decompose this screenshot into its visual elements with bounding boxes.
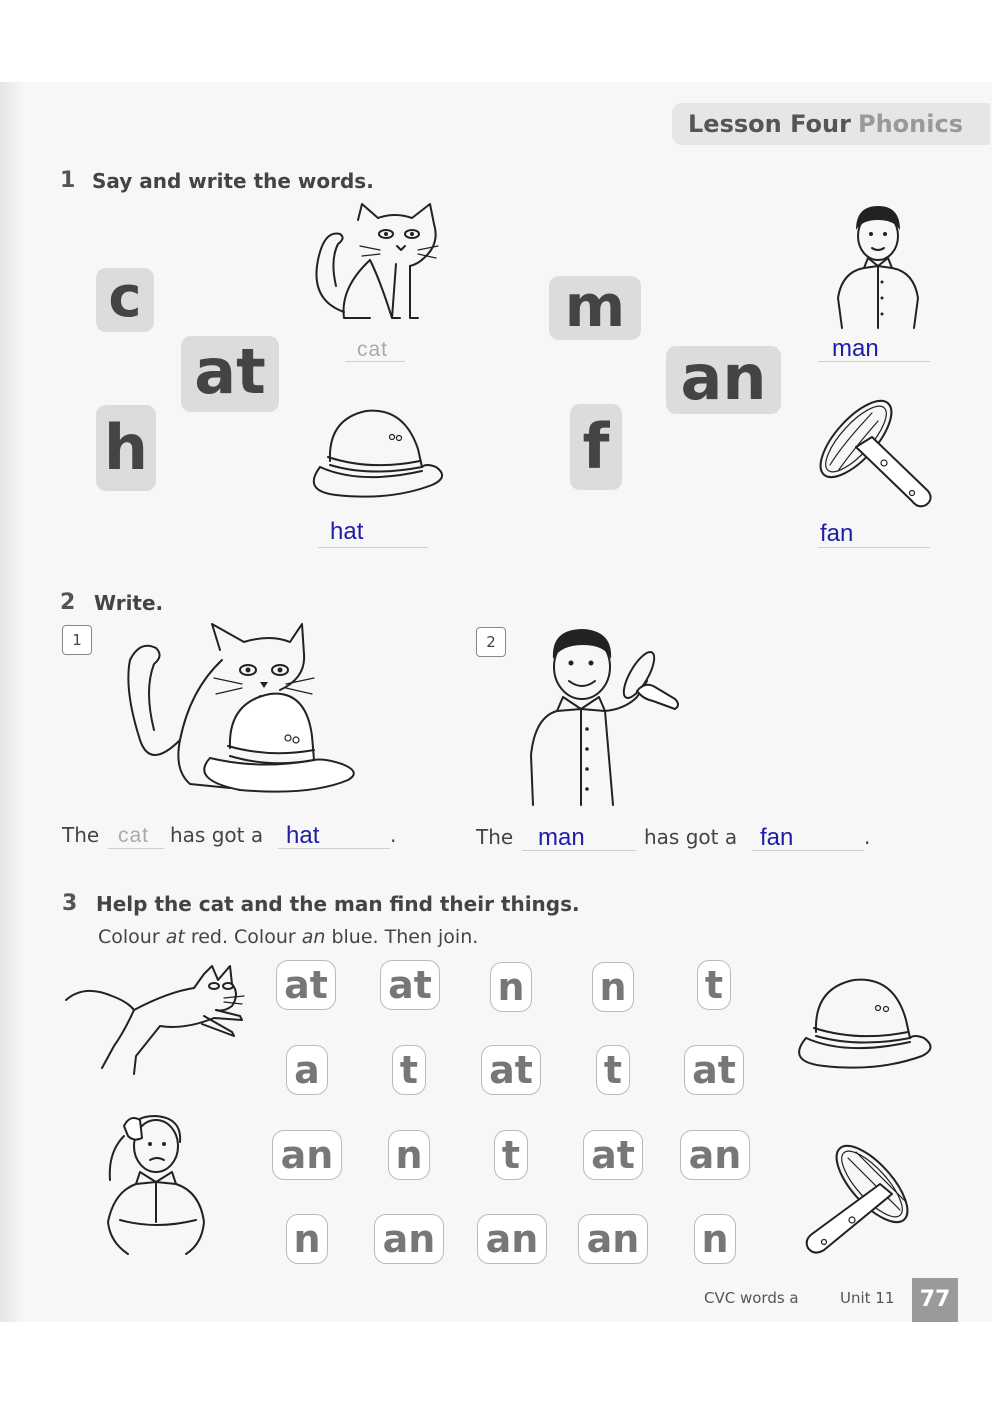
maze-tile-r4c4[interactable]: an — [578, 1214, 648, 1264]
cat-answer-example: cat — [357, 338, 389, 361]
maze-tile-r4c1[interactable]: n — [286, 1214, 328, 1264]
item-number-box-2: 2 — [476, 627, 506, 657]
sentence1-object-answer: hat — [286, 822, 320, 849]
page-spine-shadow — [0, 82, 24, 1322]
sentence2-has-got: has got a — [644, 825, 738, 849]
maze-tile-r2c4[interactable]: t — [596, 1045, 630, 1095]
maze-tile-r1c3[interactable]: n — [490, 962, 532, 1012]
sentence1-end: . — [390, 823, 397, 847]
fan-target-picture — [800, 1140, 925, 1260]
sentence2-subject-answer: man — [538, 824, 585, 851]
thinking-man-picture — [100, 1112, 210, 1262]
sentence1-subject-line — [108, 848, 164, 849]
sentence2-object-answer: fan — [760, 824, 794, 851]
fan-answer: fan — [820, 520, 854, 547]
maze-tile-r3c1[interactable]: an — [272, 1130, 342, 1180]
sentence1-subject-answer: cat — [118, 824, 150, 847]
man-with-fan-picture — [525, 625, 695, 810]
sentence2-end: . — [864, 825, 871, 849]
exercise3-sub-instruction: Colour at red. Colour an blue. Then join. — [98, 926, 479, 948]
letter-tile-c: c — [96, 268, 154, 332]
maze-tile-r1c2[interactable]: at — [380, 960, 440, 1010]
exercise2-number: 2 — [60, 590, 76, 615]
jumping-cat-picture — [64, 962, 259, 1077]
exercise1-instruction: Say and write the words. — [92, 169, 374, 193]
lesson-title: Lesson Four — [688, 110, 851, 138]
hat-answer: hat — [330, 518, 364, 545]
maze-tile-r1c5[interactable]: t — [697, 960, 731, 1010]
cat-with-hat-picture — [110, 620, 360, 800]
letter-tile-h: h — [96, 405, 156, 491]
maze-tile-r4c5[interactable]: n — [694, 1214, 736, 1264]
man-picture — [828, 202, 928, 332]
maze-tile-r3c4[interactable]: at — [583, 1130, 643, 1180]
maze-tile-r2c1[interactable]: a — [286, 1045, 328, 1095]
maze-tile-r2c2[interactable]: t — [392, 1045, 426, 1095]
sentence1-has-got: has got a — [170, 823, 264, 847]
maze-tile-r3c2[interactable]: n — [388, 1130, 430, 1180]
page-number: 77 — [912, 1278, 958, 1322]
letter-tile-an: an — [666, 346, 781, 414]
cat-picture — [300, 200, 450, 330]
letter-tile-m: m — [549, 276, 641, 340]
maze-tile-r3c3[interactable]: t — [494, 1130, 528, 1180]
exercise3-instruction: Help the cat and the man find their things. — [96, 892, 580, 916]
lesson-subject: Phonics — [858, 110, 963, 138]
maze-tile-r1c4[interactable]: n — [592, 962, 634, 1012]
item-number-box-1: 1 — [62, 625, 92, 655]
footer-topic: CVC words a — [704, 1289, 799, 1307]
exercise1-number: 1 — [60, 168, 76, 193]
man-answer: man — [832, 335, 879, 362]
maze-tile-r3c5[interactable]: an — [680, 1130, 750, 1180]
maze-tile-r2c3[interactable]: at — [481, 1045, 541, 1095]
maze-tile-r4c3[interactable]: an — [477, 1214, 547, 1264]
letter-tile-at: at — [181, 336, 279, 412]
hat-picture — [300, 405, 450, 500]
fan-picture — [812, 395, 937, 510]
letter-tile-f: f — [570, 404, 622, 490]
hat-write-line — [318, 547, 428, 548]
sentence1-the: The — [62, 823, 100, 847]
maze-tile-r1c1[interactable]: at — [276, 960, 336, 1010]
hat-target-picture — [786, 972, 938, 1072]
sentence2-the: The — [476, 825, 514, 849]
maze-tile-r2c5[interactable]: at — [684, 1045, 744, 1095]
footer-unit: Unit 11 — [840, 1289, 895, 1307]
exercise2-instruction: Write. — [94, 591, 164, 615]
exercise3-number: 3 — [62, 891, 78, 916]
maze-tile-r4c2[interactable]: an — [374, 1214, 444, 1264]
